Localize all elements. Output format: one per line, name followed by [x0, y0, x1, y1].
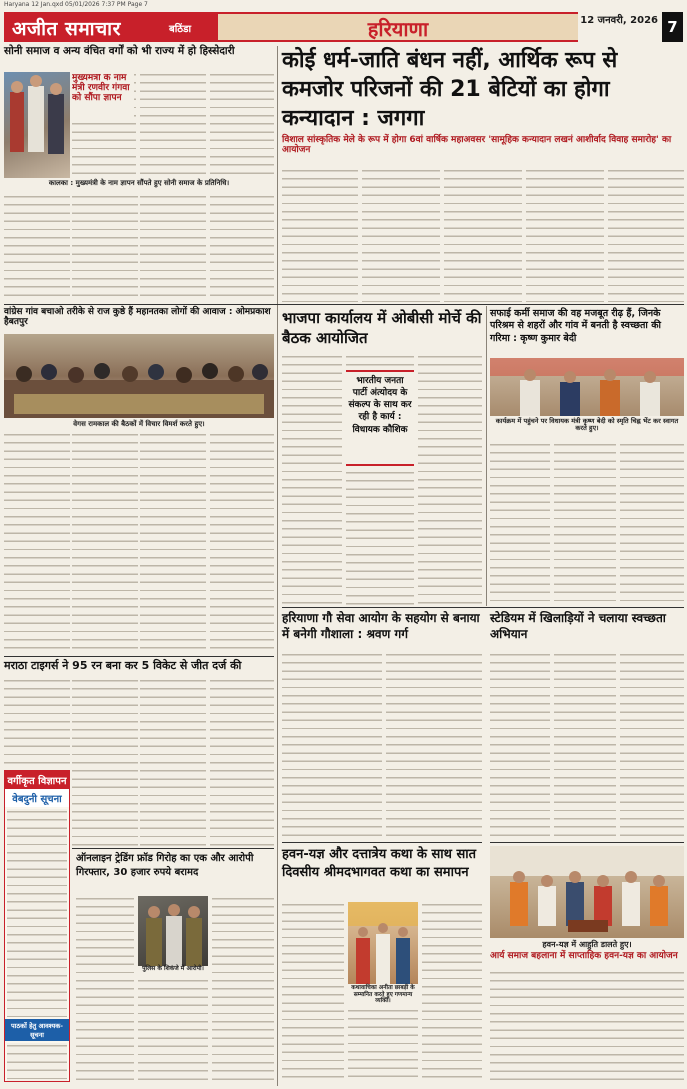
newspaper-name[interactable]: अजीत समाचार [4, 12, 218, 42]
headline-bjp: भाजपा कार्यालय में ओबीसी मोर्चे की बैठक आयोजित [282, 309, 482, 348]
divider-havan [282, 842, 482, 843]
deck-marriage: विशाल सांस्कृतिक मेले के रूप में होगा 6वां वार्षिक महाअवसर 'सामूहिक कन्यादान लखनं आशीर्वाद विवाह समारोह' का आयोजन [282, 135, 672, 155]
text-soni-5 [72, 194, 138, 302]
text-trading-2 [138, 978, 208, 1082]
text-aarya-1 [490, 970, 684, 1082]
caption-soni: कालका : मुख्यमंत्री के नाम ज्ञापन सौंपते हुए सोनी समाज के प्रतिनिधि। [48, 179, 230, 187]
caption-trading: पुलिस के शिकंजे में आरोपी। [142, 965, 204, 972]
masthead [4, 12, 683, 42]
text-marriage-2 [362, 168, 440, 302]
police-photo-icon [138, 896, 208, 966]
subhead-box-soni [72, 74, 134, 120]
headline-stadium: स्टेडियम में खिलाड़ियों ने चलाया स्वच्छता अभियान [490, 611, 666, 642]
text-cricket-3 [140, 678, 206, 846]
divider-row-1 [4, 304, 684, 305]
text-marriage-4 [526, 168, 604, 302]
divider-row-2 [282, 607, 684, 608]
text-trading-3 [212, 896, 274, 1082]
divider-mid [486, 306, 487, 606]
text-vasi-3 [140, 432, 206, 654]
text-goshala-2 [386, 652, 482, 838]
photo-vasi [4, 334, 274, 418]
print-slug: Haryana 12 Jan.qxd 05/01/2026 7:37 PM Page 7 [4, 1, 148, 8]
headline-goshala: हरियाणा गौ सेवा आयोग के सहयोग से बनाया में बनेगी गौशाला : श्रवण गर्ग [282, 611, 480, 642]
crowd-photo-icon [4, 334, 274, 418]
text-goshala-1 [282, 652, 382, 838]
text-vasi-2 [72, 432, 138, 654]
text-trading-1 [76, 896, 134, 1082]
divider-cricket [4, 656, 274, 657]
text-bjp-2 [346, 354, 414, 368]
text-soni-6 [140, 194, 206, 302]
text-marriage-1 [282, 168, 358, 302]
headline-havan: हवन-यज्ञ और दत्तात्रेय कथा के साथ सात दिवसीय श्रीमदभागवत कथा का समापन [282, 847, 477, 881]
page-number: 7 [662, 12, 683, 42]
text-safai-3 [620, 442, 684, 606]
text-safai-1 [490, 442, 550, 606]
classified-body-1 [7, 809, 67, 1017]
headline-cricket: मराठा टाइगर्स ने 95 रन बना कर 5 विकेट से जीत दर्ज की [4, 659, 242, 672]
text-marriage-3 [444, 168, 522, 302]
text-havan-1 [282, 902, 344, 1082]
people-photo-icon [4, 72, 70, 178]
text-marriage-5 [608, 168, 684, 302]
text-soni-7 [210, 194, 274, 302]
photo-soni [4, 72, 70, 178]
text-havan-3 [422, 902, 482, 1082]
issue-date: 12 जनवरी, 2026 [580, 15, 658, 26]
text-cricket-1 [4, 678, 70, 766]
classified-sub: वेबदुनी सूचना [5, 789, 69, 807]
text-stadium-2 [554, 652, 616, 838]
headline-vasi: वांग्रेस गांव बचाओ तरीके से राज कुष्ठे हैं महानतका लोगों की आवाज : ओमप्रकाश हैबतपुर [4, 307, 271, 327]
text-safai-2 [554, 442, 616, 606]
text-soni-4 [4, 194, 70, 302]
photo-havan [348, 902, 418, 984]
text-soni-3 [210, 72, 274, 178]
pullquote-bjp: भारतीय जनता पार्टी अंत्योदय के संकल्प के साथ कर रही है कार्य : विधायक कौशिक [348, 376, 412, 435]
text-bjp-4 [418, 354, 482, 606]
text-stadium-3 [620, 652, 684, 838]
havan-photo-icon [490, 846, 684, 938]
caption-vasi: वेगस रामकाल की बैठकों में विचार विमर्श करते हुए। [73, 420, 205, 428]
divider-left [277, 46, 278, 1086]
headline-marriage: कोई धर्म-जाति बंधन नहीं, आर्थिक रूप से कमजोर परिजनों की 21 बेटियों का होगा कन्यादान : जगगा [282, 48, 618, 132]
divider-aarya [490, 842, 684, 843]
caption-havan: कथावाचिका अनीता छाबड़ी के सम्मानित करते हुए गणमान्य व्यक्ति। [351, 985, 415, 1005]
caption-aarya: हवन-यज्ञ में आहुति डालते हुए। [542, 940, 632, 949]
subhead-soni: मुख्यमंत्री के नाम मंत्री रणवीर गंगवा को सौंपा ज्ञापन [72, 74, 130, 103]
headline-safai: सफाई कर्मी समाज की वह मजबूत रीढ़ हैं, जिनके परिश्रम से शहरों और गांव में बनती है स्वच्छता की गरिमा : कृष्ण कुमार बेदी [490, 308, 661, 344]
text-cricket-4 [210, 678, 274, 846]
photo-aarya [490, 846, 684, 938]
edition-city: बठिंडा [169, 24, 192, 35]
text-vasi-1 [4, 432, 70, 654]
classified-title: वर्गीकृत विज्ञापन [5, 771, 69, 789]
text-cricket-2 [72, 678, 138, 846]
text-soni-2 [140, 72, 206, 178]
headline-soni: सोनी समाज व अन्य वंचित वर्गों को भी राज्य में हो हिस्सेदारी [4, 45, 235, 57]
text-bjp-1 [282, 354, 342, 606]
headline-trading: ऑनलाइन ट्रेडिंग फ्रॉड गिरोह का एक और आरोपी गिरफ्तार, 30 हजार रुपये बरामद [76, 853, 254, 878]
text-vasi-4 [210, 432, 274, 654]
ceremony-photo-icon [490, 358, 684, 416]
classified-sub2: पाठकों हेतु आवश्यक-सूचना [5, 1019, 69, 1041]
katha-photo-icon [348, 902, 418, 984]
photo-trading [138, 896, 208, 966]
photo-safai [490, 358, 684, 416]
divider-trading [72, 848, 274, 849]
classified-ad-box [4, 770, 70, 1082]
text-stadium-1 [490, 652, 550, 838]
pullquote-box-bjp [346, 370, 414, 466]
caption-safai: कार्यक्रम में पहुंचने पर विधायक मंत्री कृष्ण बेदी को स्मृति चिह्न भेंट कर स्वागत करते हुए। [495, 417, 679, 433]
text-havan-2 [348, 1008, 418, 1082]
classified-body-2 [7, 1043, 67, 1082]
headline-aarya: आर्य समाज बहलाना में साप्ताहिक हवन-यज्ञ का आयोजन [490, 951, 678, 961]
text-bjp-3 [346, 470, 414, 606]
section-title: हरियाणा [218, 12, 578, 42]
